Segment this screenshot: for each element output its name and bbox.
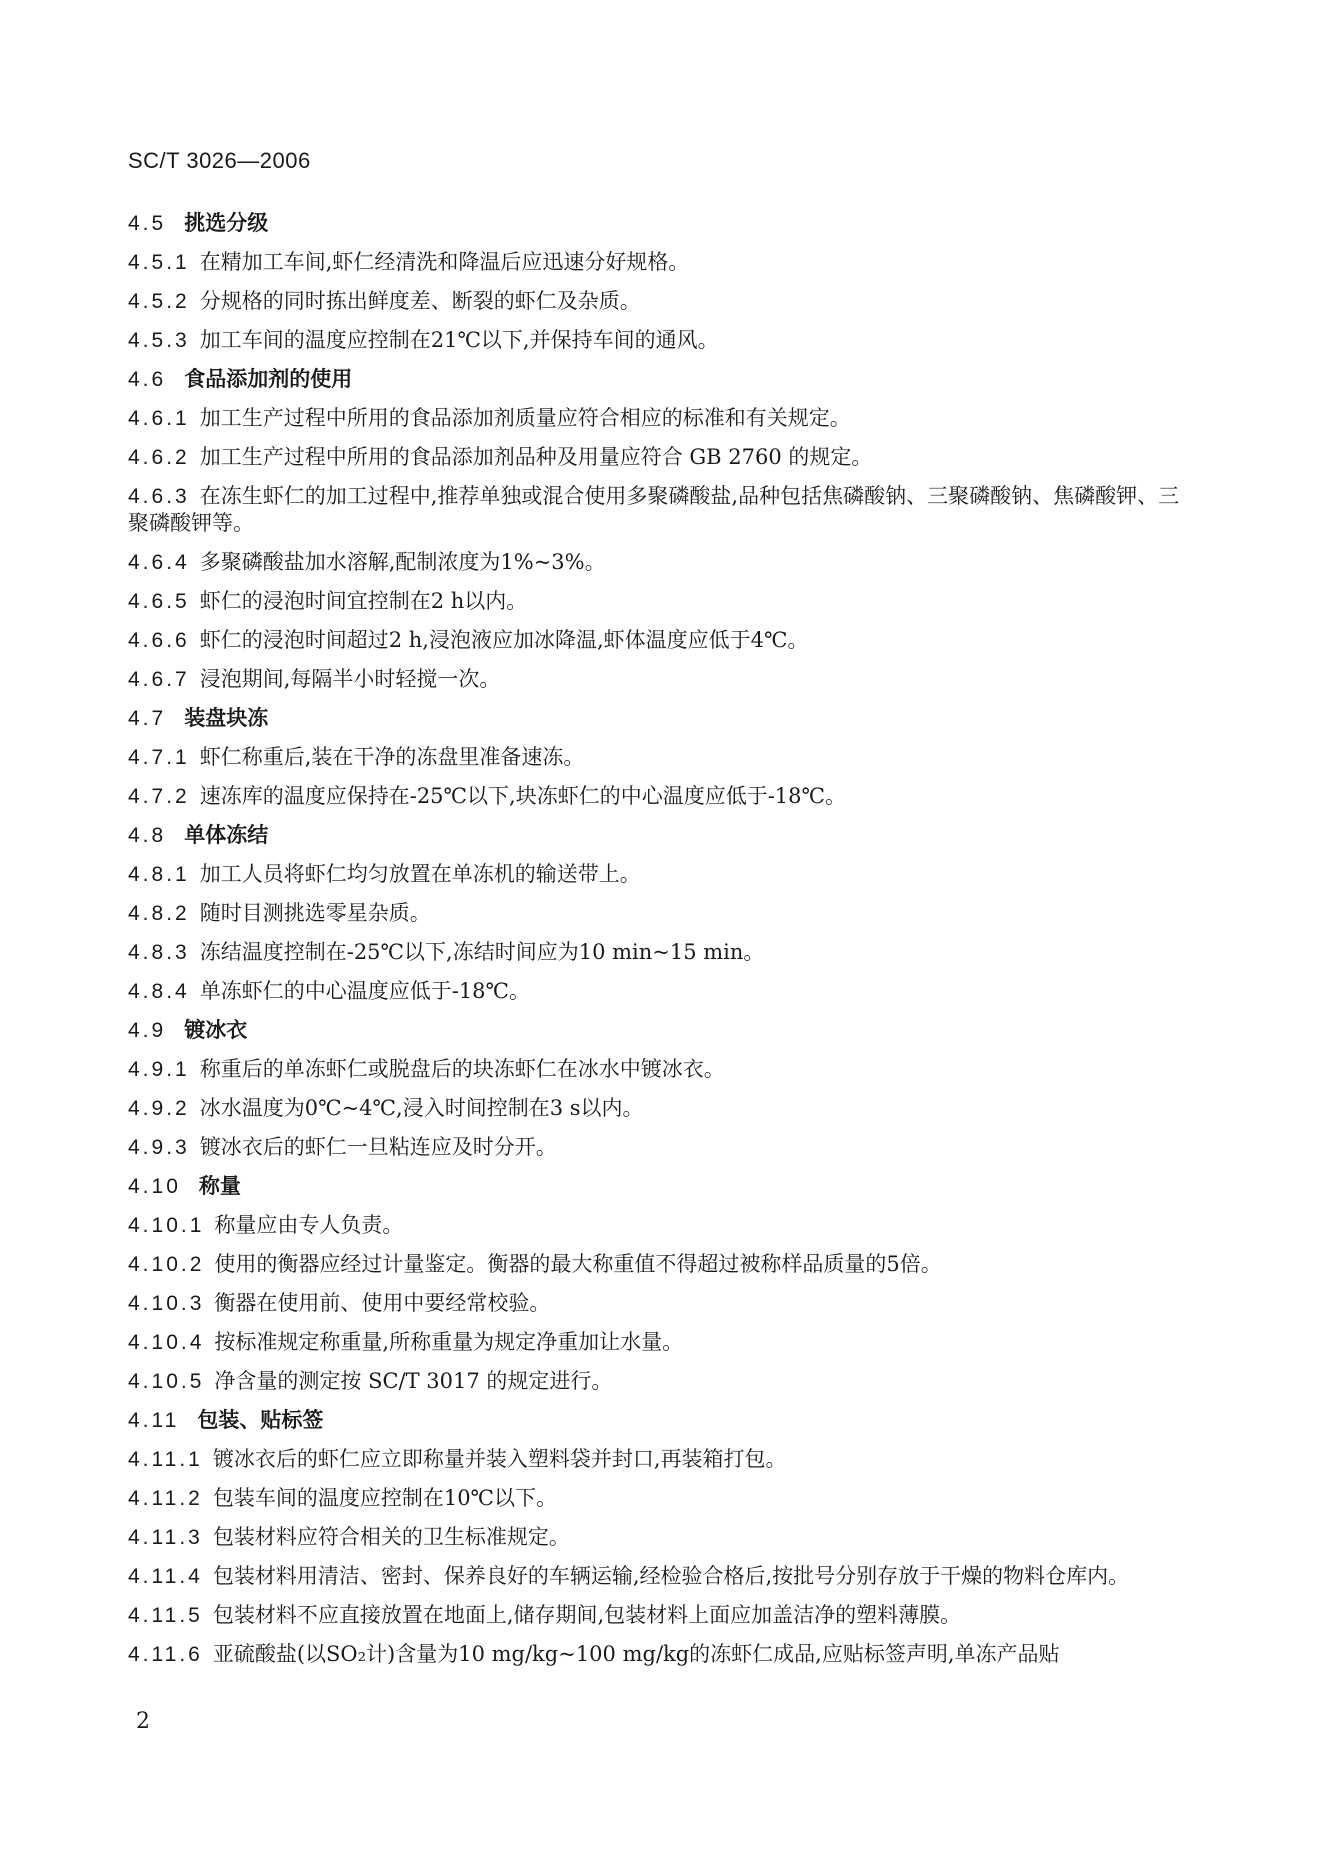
clause-line bbox=[128, 1134, 1188, 1161]
clause-text: 称量应由专人负责。 bbox=[214, 1213, 404, 1237]
clause-heading: 单体冻结 bbox=[184, 823, 269, 847]
clause-text: 在冻生虾仁的加工过程中,推荐单独或混合使用多聚磷酸盐,品种包括焦磷酸钠、三聚磷酸钠、焦磷酸钾、三聚磷酸钾等。 bbox=[128, 484, 1180, 535]
clause-text: 浸泡期间,每隔半小时轻搅一次。 bbox=[199, 667, 501, 691]
clause-heading: 食品添加剂的使用 bbox=[184, 367, 353, 391]
clause-number: 4.6.7 bbox=[128, 668, 190, 691]
clause-number: 4.6.1 bbox=[128, 407, 190, 430]
clause-text: 称重后的单冻虾仁或脱盘后的块冻虾仁在冰水中镀冰衣。 bbox=[199, 1057, 725, 1081]
clause-line bbox=[128, 900, 1188, 927]
clause-number: 4.10.2 bbox=[128, 1253, 205, 1276]
clause-line bbox=[128, 405, 1188, 432]
clause-number: 4.5.2 bbox=[128, 290, 190, 313]
clause-text: 净含量的测定按 SC/T 3017 的规定进行。 bbox=[214, 1369, 613, 1393]
clause-number: 4.6.4 bbox=[128, 551, 190, 574]
clause-line bbox=[128, 1095, 1188, 1122]
clause-text: 加工车间的温度应控制在21℃以下,并保持车间的通风。 bbox=[199, 328, 719, 352]
clause-line bbox=[128, 1212, 1188, 1239]
clause-number: 4.6.5 bbox=[128, 590, 190, 613]
clause-line bbox=[128, 210, 1188, 237]
clause-line bbox=[128, 1563, 1188, 1590]
clause-text: 速冻库的温度应保持在-25℃以下,块冻虾仁的中心温度应低于-18℃。 bbox=[199, 784, 847, 808]
clause-number: 4.9.1 bbox=[128, 1058, 190, 1081]
clause-number: 4.6.3 bbox=[128, 485, 190, 508]
clause-text: 单冻虾仁的中心温度应低于-18℃。 bbox=[199, 979, 531, 1003]
clause-number: 4.10.3 bbox=[128, 1292, 205, 1315]
clause-line bbox=[128, 1485, 1188, 1512]
clause-line bbox=[128, 1056, 1188, 1083]
clause-line bbox=[128, 705, 1188, 732]
clause-heading: 包装、贴标签 bbox=[197, 1408, 324, 1432]
clause-number: 4.9.3 bbox=[128, 1136, 190, 1159]
clause-number: 4.11.6 bbox=[128, 1643, 203, 1666]
clause-line bbox=[128, 444, 1188, 471]
clause-number: 4.11 bbox=[128, 1409, 180, 1432]
clause-number: 4.6 bbox=[128, 368, 167, 391]
clause-text: 按标准规定称重量,所称重量为规定净重加让水量。 bbox=[214, 1330, 684, 1354]
clause-number: 4.8.3 bbox=[128, 941, 190, 964]
clause-heading: 镀冰衣 bbox=[184, 1018, 248, 1042]
clause-number: 4.5.3 bbox=[128, 329, 190, 352]
clause-text: 加工生产过程中所用的食品添加剂质量应符合相应的标准和有关规定。 bbox=[199, 406, 851, 430]
clause-line bbox=[128, 288, 1188, 315]
clause-text: 亚硫酸盐(以SO₂计)含量为10 mg/kg~100 mg/kg的冻虾仁成品,应贴标签声明,单冻产品贴 bbox=[212, 1642, 1060, 1666]
clause-text: 随时目测挑选零星杂质。 bbox=[199, 901, 431, 925]
clause-line bbox=[128, 861, 1188, 888]
clause-line bbox=[128, 1017, 1188, 1044]
clause-line bbox=[128, 366, 1188, 393]
clause-line bbox=[128, 483, 1188, 537]
clause-number: 4.11.1 bbox=[128, 1448, 203, 1471]
clause-text: 包装车间的温度应控制在10℃以下。 bbox=[212, 1486, 558, 1510]
clause-text: 冻结温度控制在-25℃以下,冻结时间应为10 min~15 min。 bbox=[199, 940, 765, 964]
clause-text: 镀冰衣后的虾仁一旦粘连应及时分开。 bbox=[199, 1135, 557, 1159]
clause-line bbox=[128, 249, 1188, 276]
clause-number: 4.10.5 bbox=[128, 1370, 205, 1393]
clause-line bbox=[128, 1173, 1188, 1200]
clause-text: 衡器在使用前、使用中要经常校验。 bbox=[214, 1291, 551, 1315]
clause-text: 包装材料用清洁、密封、保养良好的车辆运输,经检验合格后,按批号分别存放于干燥的物料仓库内。 bbox=[212, 1564, 1130, 1588]
clause-number: 4.6.6 bbox=[128, 629, 190, 652]
clause-number: 4.8 bbox=[128, 824, 167, 847]
clause-line bbox=[128, 939, 1188, 966]
clause-heading: 装盘块冻 bbox=[184, 706, 269, 730]
clause-line bbox=[128, 1329, 1188, 1356]
clause-number: 4.10.1 bbox=[128, 1214, 205, 1237]
clause-number: 4.11.2 bbox=[128, 1487, 203, 1510]
clause-number: 4.8.2 bbox=[128, 902, 190, 925]
clause-line bbox=[128, 627, 1188, 654]
clause-line bbox=[128, 1524, 1188, 1551]
clause-line bbox=[128, 822, 1188, 849]
clause-line bbox=[128, 1407, 1188, 1434]
clause-text: 使用的衡器应经过计量鉴定。衡器的最大称重值不得超过被称样品质量的5倍。 bbox=[214, 1252, 942, 1276]
clause-line bbox=[128, 666, 1188, 693]
clause-number: 4.7 bbox=[128, 707, 167, 730]
document-header: SC/T 3026—2006 bbox=[128, 148, 311, 173]
clause-number: 4.11.3 bbox=[128, 1526, 203, 1549]
clause-line bbox=[128, 783, 1188, 810]
clause-number: 4.8.4 bbox=[128, 980, 190, 1003]
clause-number: 4.10.4 bbox=[128, 1331, 205, 1354]
clause-number: 4.9.2 bbox=[128, 1097, 190, 1120]
clause-text: 冰水温度为0℃~4℃,浸入时间控制在3 s以内。 bbox=[199, 1096, 644, 1120]
clause-text: 虾仁的浸泡时间宜控制在2 h以内。 bbox=[199, 589, 528, 613]
clause-number: 4.5.1 bbox=[128, 251, 190, 274]
clause-number: 4.7.2 bbox=[128, 785, 190, 808]
clause-line bbox=[128, 1290, 1188, 1317]
clause-number: 4.8.1 bbox=[128, 863, 190, 886]
clause-heading: 挑选分级 bbox=[184, 211, 269, 235]
document-body bbox=[128, 210, 1188, 1680]
clause-line bbox=[128, 1368, 1188, 1395]
clause-line bbox=[128, 1446, 1188, 1473]
clause-number: 4.11.5 bbox=[128, 1604, 203, 1627]
clause-text: 加工人员将虾仁均匀放置在单冻机的输送带上。 bbox=[199, 862, 641, 886]
clause-text: 包装材料应符合相关的卫生标准规定。 bbox=[212, 1525, 570, 1549]
clause-number: 4.7.1 bbox=[128, 746, 190, 769]
clause-line bbox=[128, 1251, 1188, 1278]
clause-text: 包装材料不应直接放置在地面上,储存期间,包装材料上面应加盖洁净的塑料薄膜。 bbox=[212, 1603, 962, 1627]
clause-line bbox=[128, 744, 1188, 771]
clause-line bbox=[128, 549, 1188, 576]
clause-text: 虾仁的浸泡时间超过2 h,浸泡液应加冰降温,虾体温度应低于4℃。 bbox=[199, 628, 809, 652]
clause-text: 分规格的同时拣出鲜度差、断裂的虾仁及杂质。 bbox=[199, 289, 641, 313]
clause-number: 4.5 bbox=[128, 212, 167, 235]
clause-text: 在精加工车间,虾仁经清洗和降温后应迅速分好规格。 bbox=[199, 250, 690, 274]
clause-number: 4.11.4 bbox=[128, 1565, 203, 1588]
clause-number: 4.6.2 bbox=[128, 446, 190, 469]
clause-line bbox=[128, 327, 1188, 354]
clause-line bbox=[128, 978, 1188, 1005]
clause-heading: 称量 bbox=[198, 1174, 241, 1198]
clause-number: 4.9 bbox=[128, 1019, 167, 1042]
clause-text: 多聚磷酸盐加水溶解,配制浓度为1%~3%。 bbox=[199, 550, 606, 574]
clause-text: 加工生产过程中所用的食品添加剂品种及用量应符合 GB 2760 的规定。 bbox=[199, 445, 873, 469]
clause-number: 4.10 bbox=[128, 1175, 181, 1198]
page-number: 2 bbox=[136, 1709, 150, 1734]
clause-line bbox=[128, 1602, 1188, 1629]
clause-line bbox=[128, 1641, 1188, 1668]
clause-line bbox=[128, 588, 1188, 615]
clause-text: 虾仁称重后,装在干净的冻盘里准备速冻。 bbox=[199, 745, 585, 769]
clause-text: 镀冰衣后的虾仁应立即称量并装入塑料袋并封口,再装箱打包。 bbox=[212, 1447, 787, 1471]
